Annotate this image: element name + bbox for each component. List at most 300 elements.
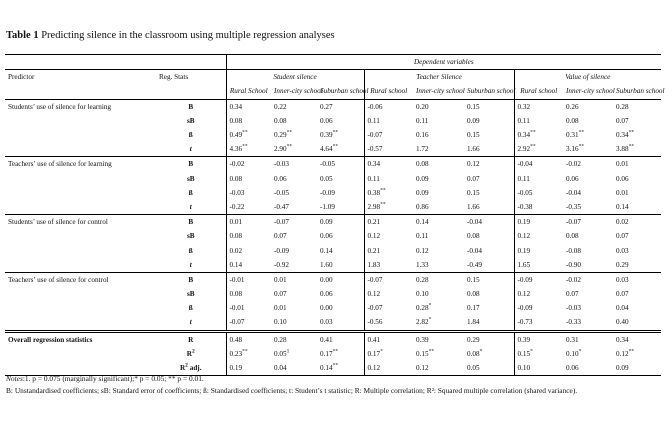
reg-stat-symbol: R: [179, 364, 186, 373]
table-row: [5, 243, 661, 257]
value-text: 0.08: [467, 232, 480, 241]
value-text: 0.03: [616, 275, 629, 284]
value-text: 0.09: [416, 174, 429, 183]
reg-stat-label: [156, 157, 226, 172]
reg-stat-symbol: B: [188, 218, 194, 227]
value-text: 0.15: [467, 275, 480, 284]
value-cell: [613, 301, 661, 315]
value-text: 1.65: [517, 260, 531, 269]
value-cell: [464, 172, 514, 186]
value-cell: [464, 157, 514, 172]
table-row: [5, 301, 661, 315]
value-text: 0.15: [517, 349, 531, 358]
table-title-text: Predicting silence in the classroom using multiple regression analyses: [41, 30, 335, 41]
value-cell: [613, 114, 661, 128]
value-cell: [317, 301, 364, 315]
reg-stat-label: [156, 215, 226, 230]
value-cell: [413, 287, 464, 301]
value-cell: [514, 172, 563, 186]
value-cell: [413, 128, 464, 142]
reg-stat-symbol: ß: [188, 131, 193, 140]
value-text: -0.04: [566, 188, 581, 197]
value-text: 3.88: [616, 145, 629, 154]
value-text: 0.11: [367, 116, 380, 125]
value-text: 0.17: [367, 349, 381, 358]
table-notes: [6, 373, 666, 397]
value-cell: [317, 157, 364, 172]
value-text: 3.16: [566, 145, 579, 154]
value-cell: [613, 315, 661, 331]
significance-marker: **: [332, 362, 339, 369]
value-cell: [613, 229, 661, 243]
significance-marker: **: [628, 129, 635, 136]
value-text: 1.72: [416, 145, 429, 154]
value-cell: [364, 287, 413, 301]
reg-stat-label: [156, 258, 226, 273]
value-cell: [317, 229, 364, 243]
value-text: 0.15: [467, 188, 480, 197]
value-text: 0.19: [229, 364, 243, 373]
regstats-header: Reg. Stats: [156, 70, 226, 85]
value-cell: [364, 157, 413, 172]
value-cell: [271, 99, 317, 114]
value-cell: [413, 301, 464, 315]
value-text: 0.01: [616, 160, 629, 169]
reg-stat-label: [156, 301, 226, 315]
value-cell: [364, 272, 413, 287]
value-text: -0.07: [367, 131, 383, 140]
value-text: 0.08: [467, 290, 480, 299]
value-text: -0.07: [229, 318, 245, 327]
value-cell: [413, 114, 464, 128]
value-cell: [563, 301, 613, 315]
value-text: 0.34: [229, 102, 243, 111]
reg-stat-symbol: ß: [188, 188, 193, 197]
value-cell: [364, 186, 413, 200]
value-text: 0.49: [229, 131, 243, 140]
value-text: 0.07: [274, 232, 287, 241]
value-cell: [563, 272, 613, 287]
value-cell: [317, 172, 364, 186]
value-cell: [514, 347, 563, 361]
reg-stat-symbol: ß: [188, 246, 193, 255]
value-text: 0.08: [416, 160, 429, 169]
value-text: -0.09: [274, 246, 289, 255]
value-cell: [613, 99, 661, 114]
value-text: 0.08: [229, 290, 243, 299]
value-cell: [514, 301, 563, 315]
value-cell: [226, 243, 271, 257]
value-cell: [317, 114, 364, 128]
group-header-student: Student silence: [226, 70, 364, 85]
value-cell: [413, 186, 464, 200]
table-title-label: Table 1: [6, 30, 39, 41]
value-text: -0.22: [229, 202, 245, 211]
value-cell: [514, 215, 563, 230]
reg-stat-label: [156, 99, 226, 114]
value-text: 0.16: [416, 131, 429, 140]
value-cell: [271, 172, 317, 186]
table-row: [5, 287, 661, 301]
notes-line-2: B: Unstandardised coefficients; sB: Standard error of coefficients; ß: Standardised coefficients; t: Student’s t statistic; R: Multiple correlation; R²: Squared multiple correlation (shared variance).: [6, 386, 578, 395]
value-cell: [563, 99, 613, 114]
value-text: 4.36: [229, 145, 243, 154]
value-cell: [563, 258, 613, 273]
value-text: -0.73: [517, 318, 533, 327]
value-text: 0.04: [274, 364, 287, 373]
reg-stat-symbol: B: [188, 102, 194, 111]
table-row: [5, 347, 661, 361]
value-cell: [613, 172, 661, 186]
school-header: Inner-city school: [563, 84, 613, 99]
group-header-teacher: Teacher Silence: [364, 70, 514, 85]
value-text: -0.35: [566, 202, 581, 211]
value-cell: [364, 229, 413, 243]
value-cell: [364, 331, 413, 347]
value-text: 0.26: [566, 102, 579, 111]
value-cell: [226, 99, 271, 114]
value-text: 0.06: [320, 116, 333, 125]
value-cell: [413, 347, 464, 361]
value-cell: [464, 99, 514, 114]
value-text: 1.60: [320, 260, 333, 269]
value-text: 0.06: [566, 174, 579, 183]
value-cell: [413, 243, 464, 257]
value-text: 0.20: [416, 102, 429, 111]
value-text: 0.06: [274, 174, 287, 183]
value-text: -0.08: [566, 246, 581, 255]
value-text: 0.34: [616, 335, 629, 344]
predictor-label: Teachers’ use of silence for learning: [8, 160, 112, 169]
value-text: 0.31: [566, 335, 579, 344]
value-text: 1.33: [416, 260, 429, 269]
notes-label: Notes: [6, 374, 23, 383]
reg-stat-label: [156, 287, 226, 301]
significance-marker: **: [380, 187, 386, 194]
value-cell: [317, 287, 364, 301]
reg-stat-symbol: ß: [188, 304, 193, 313]
value-text: 0.06: [616, 174, 629, 183]
predictor-header: Predictor: [5, 70, 156, 85]
value-cell: [271, 114, 317, 128]
table-row: [5, 258, 661, 273]
value-cell: [364, 128, 413, 142]
value-cell: [563, 172, 613, 186]
reg-stat-symbol: sB: [186, 232, 195, 241]
value-text: 0.21: [367, 246, 381, 255]
table-row: [5, 99, 661, 114]
value-text: 0.10: [416, 290, 429, 299]
value-cell: [364, 347, 413, 361]
value-cell: [317, 272, 364, 287]
reg-stat-label: [156, 200, 226, 215]
reg-stat-label: [156, 347, 226, 361]
value-text: -0.09: [320, 188, 335, 197]
reg-stat-suffix: adj.: [187, 364, 202, 373]
reg-stat-symbol: t: [189, 260, 192, 269]
value-text: 0.41: [367, 335, 381, 344]
reg-stat-symbol: B: [188, 160, 194, 169]
significance-marker: **: [242, 348, 248, 355]
significance-marker: **: [530, 143, 536, 150]
dependent-variables-header: Dependent variables: [226, 55, 661, 70]
value-text: 0.12: [467, 160, 480, 169]
significance-marker: **: [332, 143, 339, 150]
value-text: -0.49: [467, 260, 482, 269]
value-text: 0.01: [274, 304, 287, 313]
value-cell: [271, 287, 317, 301]
reg-stat-symbol: t: [189, 145, 192, 154]
value-text: 0.09: [467, 116, 480, 125]
value-cell: [364, 172, 413, 186]
table-row: [5, 128, 661, 142]
value-cell: [514, 331, 563, 347]
predictor-label: Students’ use of silence for learning: [8, 102, 112, 111]
value-text: 0.01: [274, 275, 287, 284]
value-cell: [226, 258, 271, 273]
value-text: 0.11: [517, 174, 530, 183]
notes-significance: :1. p = 0.075 (marginally significant);* p = 0.05; ** p = 0.01.: [22, 374, 204, 383]
value-text: 0.15: [467, 131, 480, 140]
value-cell: [271, 272, 317, 287]
value-text: 0.11: [367, 174, 380, 183]
value-cell: [226, 315, 271, 331]
value-text: -0.01: [229, 304, 245, 313]
value-text: 0.12: [367, 232, 381, 241]
value-text: -0.04: [467, 218, 482, 227]
value-text: 0.29: [467, 335, 480, 344]
value-text: 0.12: [416, 364, 429, 373]
value-cell: [613, 347, 661, 361]
significance-marker: **: [530, 129, 536, 136]
value-text: -0.47: [274, 202, 289, 211]
value-text: -0.57: [367, 145, 383, 154]
value-text: -0.03: [274, 160, 289, 169]
value-text: 0.12: [367, 364, 381, 373]
value-cell: [613, 186, 661, 200]
value-text: 0.15: [416, 349, 429, 358]
table-row: [5, 114, 661, 128]
value-cell: [364, 114, 413, 128]
value-cell: [364, 315, 413, 331]
value-text: -0.03: [566, 304, 581, 313]
value-cell: [271, 128, 317, 142]
reg-stat-superscript: 2: [191, 348, 195, 355]
value-cell: [514, 114, 563, 128]
value-text: 0.10: [517, 364, 531, 373]
value-cell: [364, 258, 413, 273]
value-cell: [413, 229, 464, 243]
significance-marker: **: [380, 201, 386, 208]
value-cell: [413, 157, 464, 172]
value-cell: [613, 200, 661, 215]
value-cell: [613, 258, 661, 273]
value-text: 0.09: [320, 218, 333, 227]
value-text: -0.07: [566, 218, 581, 227]
table-row: [5, 272, 661, 287]
value-text: 0.28: [416, 304, 429, 313]
value-cell: [413, 215, 464, 230]
value-text: 0.31: [566, 131, 579, 140]
value-cell: [271, 258, 317, 273]
value-text: 0.12: [367, 290, 381, 299]
value-text: 0.07: [566, 290, 579, 299]
value-cell: [613, 272, 661, 287]
value-cell: [464, 347, 514, 361]
significance-marker: *: [380, 348, 383, 355]
value-text: 0.00: [320, 304, 333, 313]
value-text: 0.08: [229, 232, 243, 241]
value-text: -0.05: [274, 188, 289, 197]
value-text: -0.05: [320, 160, 335, 169]
value-text: 2.98: [367, 202, 381, 211]
reg-stat-label: [156, 142, 226, 157]
value-text: 0.11: [517, 116, 530, 125]
value-text: 0.14: [229, 260, 243, 269]
value-text: 0.86: [416, 202, 429, 211]
significance-marker: **: [578, 143, 585, 150]
value-cell: [514, 258, 563, 273]
value-text: 0.02: [616, 218, 629, 227]
value-text: 0.08: [274, 116, 287, 125]
value-text: 0.08: [229, 116, 243, 125]
value-text: -0.07: [274, 218, 289, 227]
reg-stat-label: [156, 243, 226, 257]
value-text: 0.12: [517, 290, 531, 299]
value-text: -0.56: [367, 318, 383, 327]
value-cell: [317, 243, 364, 257]
value-text: 0.07: [616, 116, 629, 125]
value-text: 0.01: [616, 188, 629, 197]
table-row: [5, 200, 661, 215]
value-text: -0.04: [467, 246, 482, 255]
value-cell: [563, 200, 613, 215]
value-cell: [563, 186, 613, 200]
value-text: 0.17: [320, 349, 333, 358]
value-text: 0.48: [229, 335, 243, 344]
value-cell: [271, 229, 317, 243]
value-cell: [226, 229, 271, 243]
value-text: -0.05: [517, 188, 533, 197]
value-text: -0.02: [229, 160, 245, 169]
value-cell: [226, 215, 271, 230]
value-text: 0.38: [367, 188, 381, 197]
value-text: 0.12: [616, 349, 629, 358]
value-text: 0.23: [229, 349, 243, 358]
value-cell: [317, 347, 364, 361]
value-cell: [464, 315, 514, 331]
school-header: Suburban school: [613, 84, 661, 99]
significance-marker: **: [578, 129, 585, 136]
reg-stat-symbol: t: [189, 202, 192, 211]
table-title: [6, 30, 335, 41]
value-text: 0.27: [320, 102, 333, 111]
value-text: 0.00: [320, 275, 333, 284]
value-cell: [317, 99, 364, 114]
value-cell: [226, 347, 271, 361]
value-cell: [364, 243, 413, 257]
value-text: 0.41: [320, 335, 333, 344]
value-text: 0.19: [517, 246, 531, 255]
value-cell: [613, 157, 661, 172]
reg-stat-superscript: 2: [185, 362, 188, 369]
value-text: -0.04: [517, 160, 533, 169]
value-text: 0.05: [274, 349, 287, 358]
value-text: 0.08: [467, 349, 480, 358]
value-text: -0.06: [367, 102, 383, 111]
value-cell: [563, 287, 613, 301]
value-text: 0.19: [517, 218, 531, 227]
value-text: -0.33: [566, 318, 581, 327]
value-cell: [226, 157, 271, 172]
value-cell: [464, 229, 514, 243]
reg-stat-label: [156, 172, 226, 186]
value-text: 1.84: [467, 318, 480, 327]
value-text: 0.29: [616, 260, 629, 269]
value-cell: [464, 142, 514, 157]
value-cell: [271, 347, 317, 361]
significance-marker: **: [332, 348, 339, 355]
value-text: -0.02: [566, 160, 581, 169]
value-cell: [563, 142, 613, 157]
value-cell: [464, 258, 514, 273]
value-text: 0.06: [566, 364, 579, 373]
value-cell: [514, 157, 563, 172]
school-header: Inner-city school: [271, 84, 317, 99]
value-cell: [563, 331, 613, 347]
value-cell: [226, 186, 271, 200]
value-text: 0.28: [416, 275, 429, 284]
significance-marker: **: [286, 143, 293, 150]
value-cell: [317, 186, 364, 200]
value-cell: [464, 128, 514, 142]
value-text: 0.22: [274, 102, 287, 111]
value-cell: [563, 243, 613, 257]
value-text: 0.11: [416, 116, 429, 125]
value-cell: [514, 243, 563, 257]
reg-stat-label: [156, 128, 226, 142]
value-text: 0.28: [616, 102, 629, 111]
significance-marker: **: [286, 129, 293, 136]
value-cell: [271, 243, 317, 257]
value-cell: [563, 157, 613, 172]
value-text: 0.04: [616, 304, 629, 313]
value-cell: [413, 315, 464, 331]
value-cell: [413, 258, 464, 273]
value-cell: [613, 128, 661, 142]
value-text: 0.39: [416, 335, 429, 344]
value-text: 0.08: [566, 116, 579, 125]
value-cell: [514, 229, 563, 243]
significance-marker: *: [428, 317, 432, 324]
value-cell: [563, 114, 613, 128]
value-text: 0.10: [566, 349, 579, 358]
value-text: 0.07: [616, 232, 629, 241]
value-cell: [226, 200, 271, 215]
table-row: [5, 331, 661, 347]
table-row: [5, 142, 661, 157]
value-cell: [413, 272, 464, 287]
value-cell: [271, 301, 317, 315]
value-cell: [317, 215, 364, 230]
value-cell: [514, 186, 563, 200]
value-text: -0.07: [367, 304, 383, 313]
table-row: [5, 229, 661, 243]
reg-stat-symbol: sB: [186, 290, 195, 299]
value-cell: [317, 331, 364, 347]
value-cell: [271, 315, 317, 331]
value-cell: [464, 287, 514, 301]
